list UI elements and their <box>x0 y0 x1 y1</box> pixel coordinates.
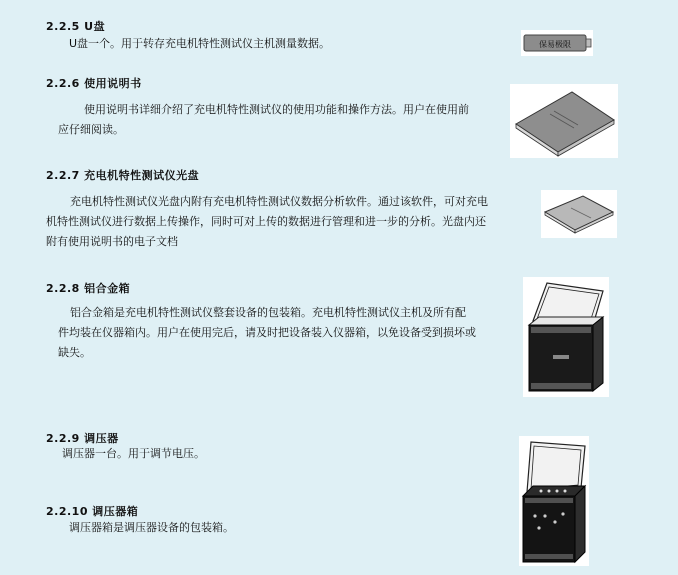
text-line: 充电机特性测试仪光盘内附有充电机特性测试仪数据分析软件。通过该软件，可对充电 <box>70 195 488 208</box>
text-line: 调压器一台。用于调节电压。 <box>62 447 205 460</box>
section-heading-manual: 2.2.6 使用说明书 <box>46 77 142 90</box>
text-line: 机特性测试仪进行数据上传操作，同时可对上传的数据进行管理和进一步的分析。光盘内还 <box>46 215 486 228</box>
usb-drive-image <box>521 30 593 56</box>
text-line: 调压器箱是调压器设备的包装箱。 <box>69 521 234 534</box>
text-line: 缺失。 <box>58 346 91 359</box>
cd-case-image <box>541 190 617 238</box>
text-line: 应仔细阅读。 <box>58 123 124 136</box>
section-heading-regulator: 2.2.9 调压器 <box>46 432 119 445</box>
section-heading-aluminum-case: 2.2.8 铝合金箱 <box>46 282 131 295</box>
section-text-aluminum-case <box>58 303 476 363</box>
section-text-regulator-case <box>69 518 234 538</box>
section-heading-usb: 2.2.5 U盘 <box>46 20 106 33</box>
aluminum-case-image <box>523 277 609 397</box>
text-line: U盘一个。用于转存充电机特性测试仪主机测量数据。 <box>69 37 331 50</box>
section-text-regulator <box>62 444 205 464</box>
regulator-case-image <box>519 436 589 566</box>
usb-label-text: 保易极限 <box>539 40 571 49</box>
section-text-usb <box>69 34 330 54</box>
text-line: 使用说明书详细介绍了充电机特性测试仪的使用功能和操作方法。用户在使用前 <box>84 103 469 116</box>
text-line: 铝合金箱是充电机特性测试仪整套设备的包装箱。充电机特性测试仪主机及所有配 <box>70 306 466 319</box>
manual-book-image <box>510 84 618 158</box>
section-text-cd <box>46 192 488 252</box>
section-text-manual <box>58 100 469 140</box>
section-heading-cd: 2.2.7 充电机特性测试仪光盘 <box>46 169 200 182</box>
text-line: 附有使用说明书的电子文档 <box>46 235 178 248</box>
text-line: 件均装在仪器箱内。用户在使用完后，请及时把设备装入仪器箱，以免设备受到损坏或 <box>58 326 476 339</box>
section-heading-regulator-case: 2.2.10 调压器箱 <box>46 505 139 518</box>
